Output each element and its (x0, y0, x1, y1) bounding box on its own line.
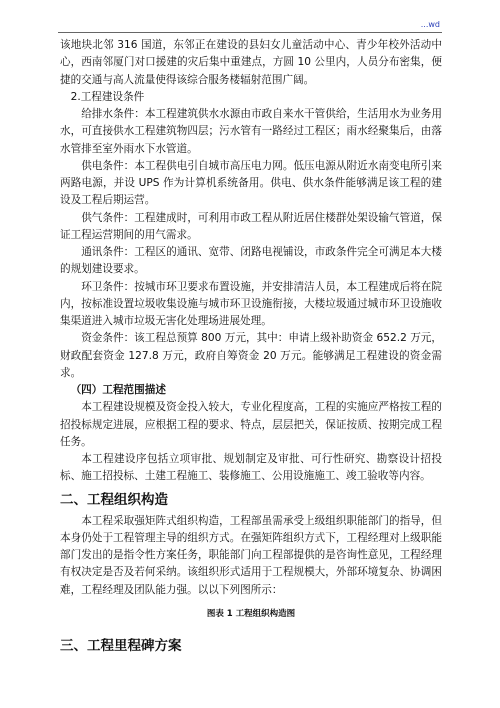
funding-paragraph: 资金条件：该工程总预算 800 万元，其中：申请上级补助资金 652.2 万元，财政配套资金 127.8 万元，政府自筹资金 20 万元。能够满足工程建设的资金需求。 (60, 332, 442, 379)
scope-paragraph-2: 本工程建设序包括立项审批、规划制定及审批、可行性研究、勘察设计招投标、施工招投标、土建工程施工、装修施工、公用设施施工、竣工验收等内容。 (60, 453, 442, 483)
section-2-heading: 2.工程建设条件 (70, 90, 145, 103)
intro-paragraph: 该地块北邻 316 国道，东邻正在建设的县妇女儿童活动中心、青少年校外活动中心，西南邻厦门对口援建的灾后集中重建点，方圆 10 公里内，人员分布密集，便捷的交通与高人流量使得该综合服务楼辐射范围广阔。 (60, 39, 442, 86)
page-header-mark: ...wd (420, 20, 440, 29)
header-divider (58, 32, 442, 33)
water-supply-paragraph: 给排水条件：本工程建筑供水水源由市政自来水干管供给，生活用水为业务用水，可直接供水工程建筑物四层；污水管有一路经过工程区；雨水经聚集后，由落水管排至室外雨水下水管道。 (60, 108, 442, 155)
gas-supply-paragraph: 供气条件：工程建成时，可利用市政工程从附近居住楼群处架设输气管道，保证工程运营期间的用气需求。 (60, 211, 442, 241)
figure-caption: 图表 1 工程组织构造图 (206, 608, 296, 619)
scope-paragraph-1: 本工程建设规模及资金投入较大，专业化程度高，工程的实施应严格按工程的招投标规定进展，应根据工程的要求、特点，层层把关，保证按质、按期完成工程任务。 (60, 401, 442, 448)
power-supply-paragraph: 供电条件：本工程供电引自城市高压电力网。低压电源从附近水南变电所引来两路电源，并设 UPS 作为计算机系统备用。供电、供水条件能够满足该工程的建设及工程后期运营。 (60, 159, 442, 207)
chapter-2-heading: 二、工程组织构造 (60, 491, 168, 508)
document-body (60, 37, 442, 659)
section-4-heading: （四）工程范围描述 (70, 384, 166, 396)
sanitation-paragraph: 环卫条件：按城市环卫要求布置设施，并安排清洁人员，本工程建成后将在院内，按标准设置垃圾收集设施与城市环卫设施衔接，大楼垃圾通过城市环卫设施收集渠道进入城市垃圾无害化处理场进展处理。 (60, 280, 442, 327)
org-structure-paragraph: 本工程采取强矩阵式组织构造，工程部虽需承受上级组织职能部门的指导，但本身仍处于工程管理主导的组织方式。在强矩阵组织方式下，工程经理对上级职能部门发出的是指令性方案任务，职能部门向工程部提供的是咨询性意见，工程经理有权决定是否及若何采纳。该组织形式适用于工程规模大，外部环境复杂、协调困难，工程经理及团队能力强。以以下列图所示： (60, 514, 442, 596)
chapter-3-heading: 三、工程里程碑方案 (60, 637, 182, 654)
telecom-paragraph: 通讯条件：工程区的通讯、宽带、闭路电视铺设，市政条件完全可满足本大楼的规划建设要求。 (60, 246, 442, 276)
